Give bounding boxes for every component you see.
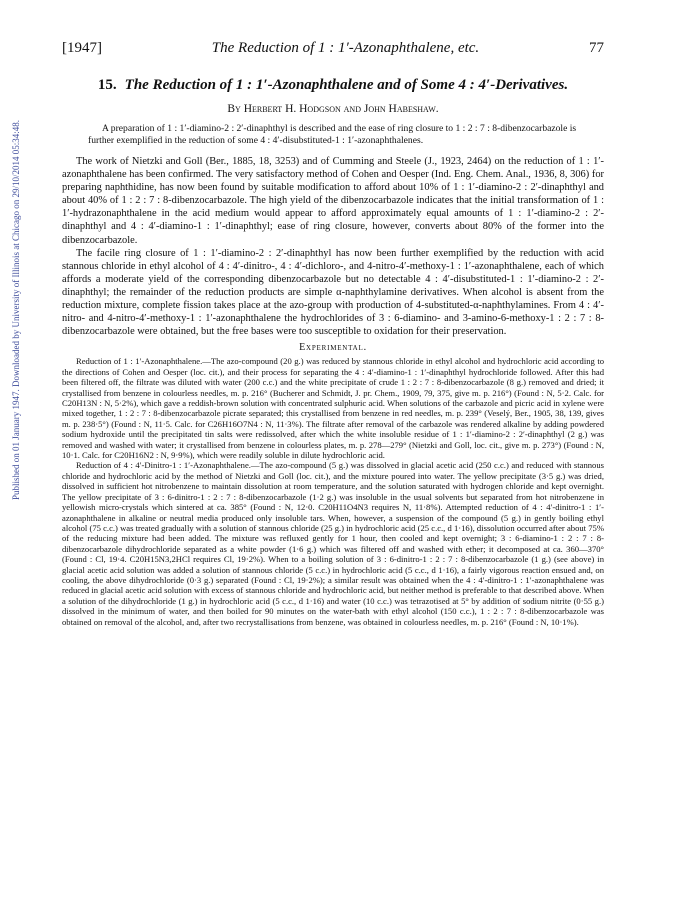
experimental-paragraph-2: Reduction of 4 : 4′-Dinitro-1 : 1′-Azonaphthalene.—The azo-compound (5 g.) was dissolved in glacial acetic acid (250 c.c.) and reduced with stannous chloride and hydrochloric acid by the method of Nietzki and Goll (loc. cit.), and the mixture poured into water. The yellow precipitate (3·5 g.) was dried, dissolved in sufficient hot nitrobenzene to maintain dissolution at room temperature, and the solution saturated with hydrogen chloride and kept overnight. The yellow precipitate of 3 : 6-dinitro-1 : 2 : 7 : 8-dibenzocarbazole (1·2 g.) was insoluble in the usual solvents but separated from hot nitrobenzene in yellowish micro-crystals which sintered at ca. 385° (Found : N, 12·0. C20H11O4N3 requires N, 11·8%). Attempted reduction of 4 : 4′-dinitro-1 : 1′-azonaphthalene in alkaline or neutral media produced only insoluble tars. When, however, a suspension of the compound (5 g.) in gently boiling ethyl alcohol (75 c.c.) was treated gradually with a solution of stannous chloride (25 g.) in hydrochloric acid (25 c.c., d 1·16), dissolution occurred after about 75% of the reducing mixture had been added. The mixture was refluxed gently for 1 hour, then cooled and kept overnight; 3 : 6-diamino-1 : 2 : 7 : 8-dibenzocarbazole dihydrochloride separated as a white powder (1·6 g.) which was filtered off and washed with ether; it decomposed at ca. 360—370° (Found : Cl, 19·4. C20H15N3,2HCl requires Cl, 19·2%). When to a boiling solution of 3 : 6-dinitro-1 : 2 : 7 : 8-dibenzocarbazole (1 g.) (see above) in glacial acetic acid solution was added a solution of stannous chloride (5 c.c.) in hydrochloric acid (5 c.c., d 1·16), a fairly vigorous reaction ensued and, on cooling, the above dihydrochloride (0·3 g.) separated (Found : Cl, 19·2%); a similar result was obtained when the 4 : 4′-dinitro-1 : 1′-azonaphthalene was reduced in glacial acetic acid solution with excess of stannous chloride and hydrochloric acid, but neither method is preferable to that described above. When a solution of the dihydrochloride (1 g.) in hydrochloric acid (5 c.c., d 1·16) and water (10 c.c.) was tetrazotised at 5° by addition of sodium nitrite (0·55 g.) dissolved in the minimum of water, and then boiled for 90 minutes on the water-bath with ethyl alcohol (150 c.c.), 1 : 2 : 7 : 8-dibenzocarbazole was obtained on removal of the alcohol, and, after two recrystallisations from benzene, was obtained in colourless needles, m. p. 216° (Found : N, 10·1%).: [62, 460, 604, 627]
page: [62, 40, 604, 627]
article-body: [62, 155, 604, 627]
article-number: 15.: [97, 77, 117, 93]
article-abstract: A preparation of 1 : 1′-diamino-2 : 2′-dinaphthyl is described and the ease of ring closure to 1 : 2 : 7 : 8-dibenzocarbazole is further exemplified in the reduction of some 4 : 4′-disubstituted-1 : 1′-azonaphthalenes.: [88, 123, 577, 146]
running-title: The Reduction of 1 : 1′-Azonaphthalene, etc.: [211, 40, 480, 56]
page-number: 77: [588, 40, 604, 56]
article-title-text: The Reduction of 1 : 1′-Azonaphthalene and of Some 4 : 4′-Derivatives.: [124, 77, 569, 93]
experimental-text: [62, 356, 604, 627]
year-label: [1947]: [62, 40, 102, 56]
running-header: [62, 40, 604, 62]
publication-sidebar: [0, 0, 22, 912]
experimental-paragraph-1: Reduction of 1 : 1′-Azonaphthalene.—The azo-compound (20 g.) was reduced by stannous chloride in ethyl alcohol and hydrochloric acid according to the directions of Cohen and Oesper (loc. cit.), and their process for separating the 4 : 4′-diamino-1 : 1′-dinaphthyl hydrochloride followed. After this had been filtered off, the filtrate was diluted with water (200 c.c.) and the white precipitate of crude 1 : 2 : 7 : 8-dibenzocarbazole (8 g.) removed and dried; it crystallised from benzene in colourless needles, m. p. 216° (Bucherer and Schmidt, J. pr. Chem., 1909, 79, 375, give m. p. 216°) (Found : N, 5·2. Calc. for C20H13N : N, 5·2%), which gave a reddish-brown solution with concentrated sulphuric acid. When solutions of the carbazole and picric acid in xylene were mixed together, 1 : 2 : 7 : 8-dibenzocarbazole picrate separated; this crystallised from benzene in red needles, m. p. 239° (Veselý, Ber., 1905, 38, 139, gives m. p. 238·5°) (Found : N, 11·5. Calc. for C26H16O7N4 : N, 11·3%). The filtrate after removal of the carbazole was rendered alkaline by adding powdered sodium hydroxide until the precipitated tin salts were redissolved, after which the white insoluble residue of 1 : 1′-diamino-2 : 2′-dinaphthyl (2 g.) was removed and washed with water; it crystallised from benzene in colourless plates, m. p. 278—279° (Nietzki and Goll, loc. cit., give m. p. 273°) (Found : N, 10·1. Calc. for C20H16N2 : N, 9·9%), which were readily soluble in dilute hydrochloric acid.: [62, 356, 604, 461]
section-heading: Experimental.: [299, 342, 367, 354]
body-paragraph-2: The facile ring closure of 1 : 1′-diamino-2 : 2′-dinaphthyl has now been further exemplified by the reduction with acid stannous chloride in ethyl alcohol of 4 : 4′-dinitro-, 4 : 4′-dichloro-, and 4-nitro-4′-methoxy-1 : 1′-azonaphthalene, each of which affords a moderate yield of the corresponding dibenzocarbazole but no detectable 4 : 4′-disubstituted-1 : 1′-diamino-2 : 2′-dinaphthyl; the remainder of the reduction products are simple α-naphthylamine derivatives. When alcohol is absent from the reduction mixture, complete fission takes place at the azo-group with production of 4-substituted-α-naphthylamines. From 4 : 4′-nitro- and 4-nitro-4′-methoxy-1 : 1′-azonaphthalene the hydrochlorides of 3 : 6-diamino- and 3-amino-6-methoxy-1 : 2 : 7 : 8-dibenzocarbazole were obtained, but the free bases were too susceptible to oxidation for their preservation.: [62, 247, 604, 338]
article-authors: By Herbert H. Hodgson and John Habeshaw.: [227, 103, 439, 115]
article-title: [62, 76, 604, 95]
body-paragraph-1: The work of Nietzki and Goll (Ber., 1885, 18, 3253) and of Cumming and Steele (J., 1923, 2464) on the reduction of 1 : 1′-azonaphthalene has been confirmed. The very satisfactory method of Cohen and Oesper (Ind. Eng. Chem. Anal., 1936, 8, 306) for preparing naphthidine, has now been found by suitable modification to afford about 10% of 1 : 1′-diamino-2 : 2′-dinaphthyl and about 40% of 1 : 2 : 7 : 8-dibenzocarbazole. The high yield of the dibenzocarbazole indicates that the initial transformation of 1 : 1′-hydrazonaphthalene in the acid medium would appear to afford approximately equal amounts of 1 : 1′-diamino-2 : 2′-dinaphthyl and 4 : 4′-diamino-1 : 1′-dinaphthyl; ease of ring closure, however, converts about 80% of the former into the dibenzocarbazole.: [62, 156, 604, 246]
publication-notice: Published on 01 January 1947. Downloaded by University of Illinois at Chicago on 29/10/2014 05:34:48.: [11, 120, 21, 500]
